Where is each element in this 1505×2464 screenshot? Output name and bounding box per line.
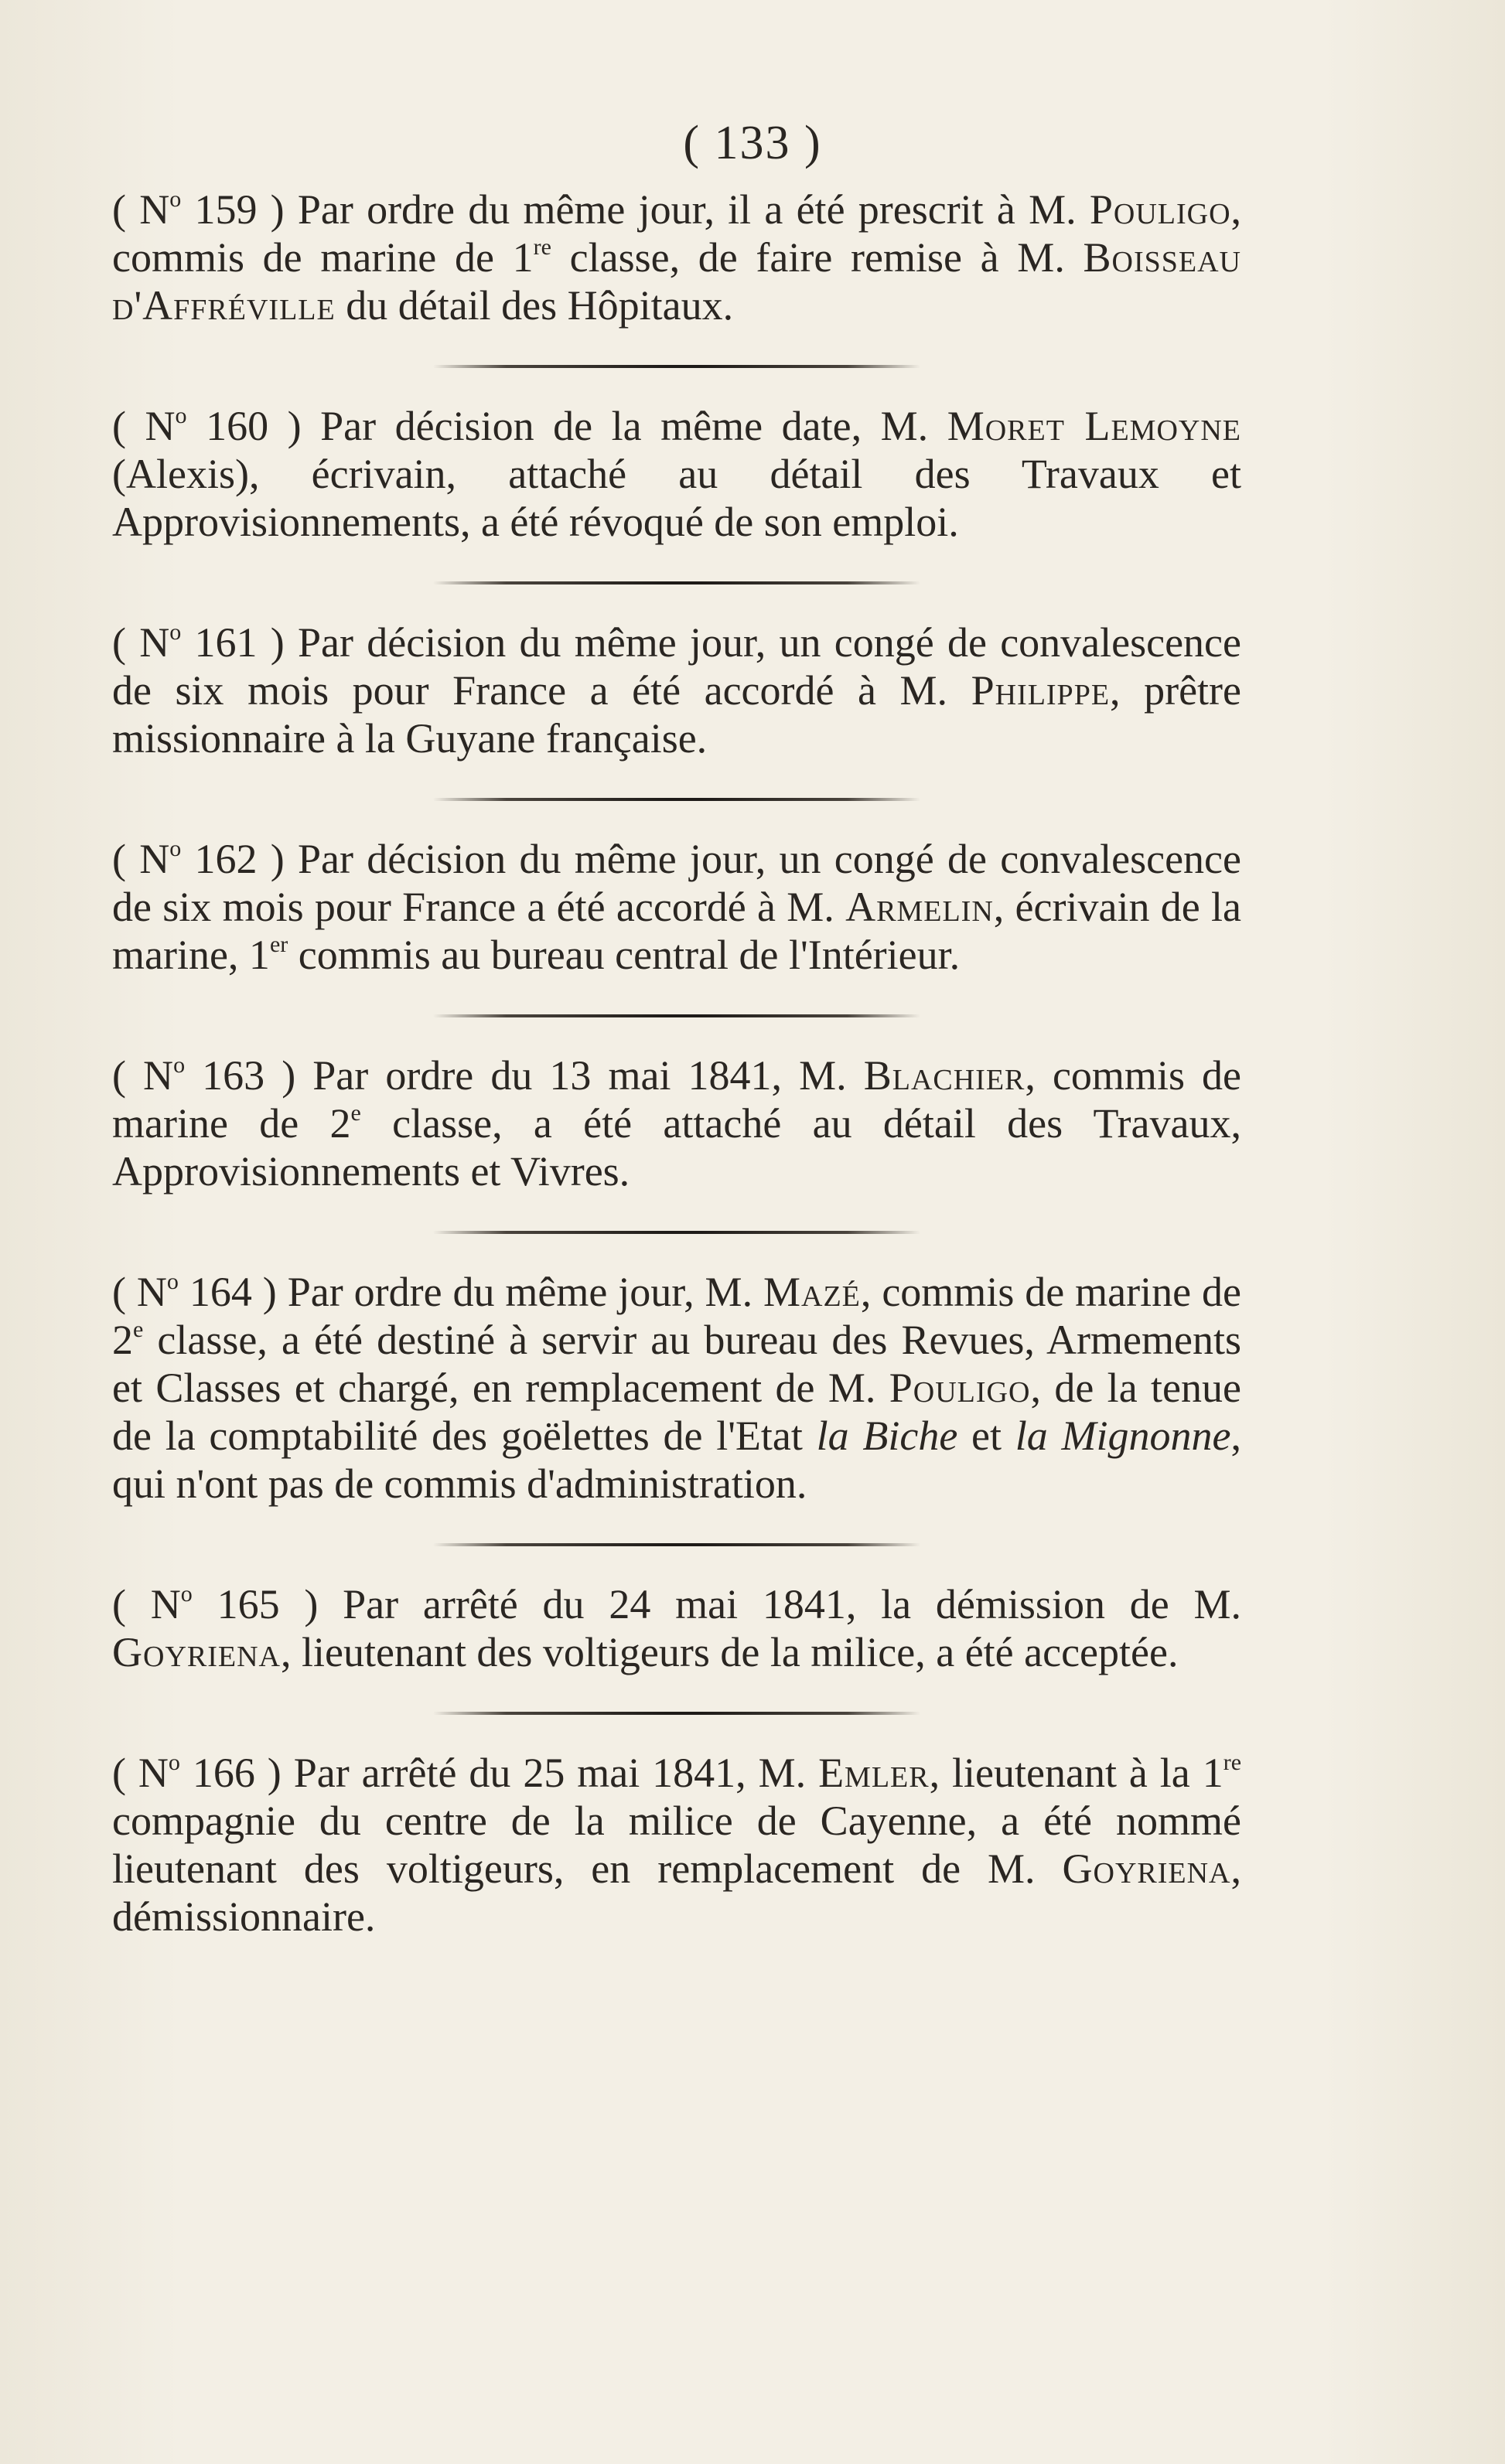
superscript-text: o	[166, 1269, 179, 1294]
person-name: Boisseau d'Affréville	[112, 234, 1241, 329]
entry-text: ( N	[112, 403, 176, 449]
separator-rule	[433, 365, 920, 368]
entry-text: ( N	[112, 1581, 181, 1627]
superscript-text: er	[269, 932, 288, 957]
superscript-text: o	[175, 403, 187, 428]
superscript-text: o	[180, 1581, 193, 1607]
person-name: Pouligo	[1089, 186, 1231, 233]
entry-text: ( N	[112, 836, 170, 882]
entry-161	[112, 619, 1241, 762]
person-name: Mazé	[763, 1269, 861, 1315]
superscript-text: o	[169, 186, 182, 212]
entry-text: , lieutenant des voltigeurs de la milice, a été acceptée.	[280, 1629, 1179, 1675]
person-name: Blachier	[863, 1052, 1026, 1099]
superscript-text: re	[533, 234, 551, 260]
person-name: Goyriena	[112, 1629, 281, 1675]
entry-text: , commis de marine de 2	[112, 1052, 1242, 1147]
entry-text: , écrivain de la marine, 1	[112, 884, 1241, 978]
entry-163	[112, 1051, 1241, 1195]
person-name: Armelin	[845, 884, 994, 930]
entry-text: classe, a été destiné à servir au bureau des Revues, Armements et Classes et chargé, en remplacement de M.	[112, 1317, 1241, 1411]
entry-text: , prêtre missionnaire à la Guyane française.	[112, 667, 1241, 762]
entry-164	[112, 1268, 1241, 1508]
entry-text: (Alexis), écrivain, attaché au détail des Travaux et Approvisionnements, a été révoqué de son emploi.	[112, 451, 1241, 545]
entry-text: ( N	[112, 1269, 167, 1315]
separator-rule	[433, 1231, 920, 1234]
entry-166	[112, 1749, 1241, 1941]
entry-text: 166 ) Par arrêté du 25 mai 1841, M.	[179, 1750, 819, 1796]
separator-rule	[433, 1712, 920, 1715]
entry-text: classe, a été attaché au détail des Travaux, Approvisionnements et Vivres.	[112, 1100, 1241, 1195]
entry-text: 164 ) Par ordre du même jour, M.	[178, 1269, 764, 1315]
entry-text: , commis de marine de 1	[112, 186, 1242, 281]
entry-text: classe, de faire remise à M.	[551, 234, 1084, 281]
entry-text: du détail des Hôpitaux.	[335, 282, 734, 329]
person-name: Moret Lemoyne	[947, 403, 1241, 449]
entry-text: ( N	[112, 1750, 169, 1796]
entry-text: 161 ) Par décision du même jour, un congé de convalescence de six mois pour France a été accordé à M.	[112, 619, 1241, 714]
ship-name: la Mignonne	[1015, 1413, 1231, 1459]
superscript-text: e	[133, 1317, 144, 1342]
entry-text: 163 ) Par ordre du 13 mai 1841, M.	[185, 1052, 864, 1099]
page-number: ( 133 )	[683, 117, 822, 169]
entry-text: , commis de marine de 2	[112, 1269, 1241, 1363]
superscript-text: o	[169, 836, 182, 861]
entry-text: , qui n'ont pas de commis d'administration.	[112, 1413, 1241, 1507]
superscript-text: o	[168, 1750, 180, 1775]
entry-text: , lieutenant à la 1	[929, 1750, 1223, 1796]
entry-text: ( N	[112, 1052, 174, 1099]
separator-rule	[433, 1543, 920, 1546]
separator-rule	[433, 1014, 920, 1017]
superscript-text: o	[169, 619, 182, 645]
superscript-text: o	[173, 1052, 186, 1078]
entry-162	[112, 835, 1241, 979]
person-name: Emler	[818, 1750, 930, 1796]
entry-text: ( N	[112, 186, 170, 233]
entry-text: 162 ) Par décision du même jour, un congé de convalescence de six mois pour France a été accordé à M.	[112, 836, 1241, 930]
entry-text: 165 ) Par arrêté du 24 mai 1841, la démission de M.	[192, 1581, 1241, 1627]
entry-text: , de la tenue de la comptabilité des goëlettes de l'Etat	[112, 1365, 1241, 1459]
person-name: Goyriena	[1062, 1845, 1231, 1892]
entry-165	[112, 1580, 1241, 1676]
entry-text: compagnie du centre de la milice de Cayenne, a été nommé lieutenant des voltigeurs, en remplacement de M.	[112, 1798, 1241, 1892]
person-name: Pouligo	[889, 1365, 1031, 1411]
superscript-text: e	[350, 1100, 361, 1126]
entry-text: 160 ) Par décision de la même date, M.	[186, 403, 947, 449]
entry-text: ( N	[112, 619, 170, 666]
entry-text: et	[957, 1413, 1015, 1459]
entry-160	[112, 402, 1241, 546]
entries-list	[112, 186, 1241, 1941]
entry-text: commis au bureau central de l'Intérieur.	[288, 932, 961, 978]
person-name: Philippe	[971, 667, 1111, 714]
separator-rule	[433, 798, 920, 801]
ship-name: la Biche	[816, 1413, 958, 1459]
separator-rule	[433, 581, 920, 584]
entry-159	[112, 186, 1241, 329]
entry-text: , démissionnaire.	[112, 1845, 1241, 1940]
superscript-text: re	[1223, 1750, 1242, 1775]
entry-text: 159 ) Par ordre du même jour, il a été prescrit à M.	[181, 186, 1090, 233]
